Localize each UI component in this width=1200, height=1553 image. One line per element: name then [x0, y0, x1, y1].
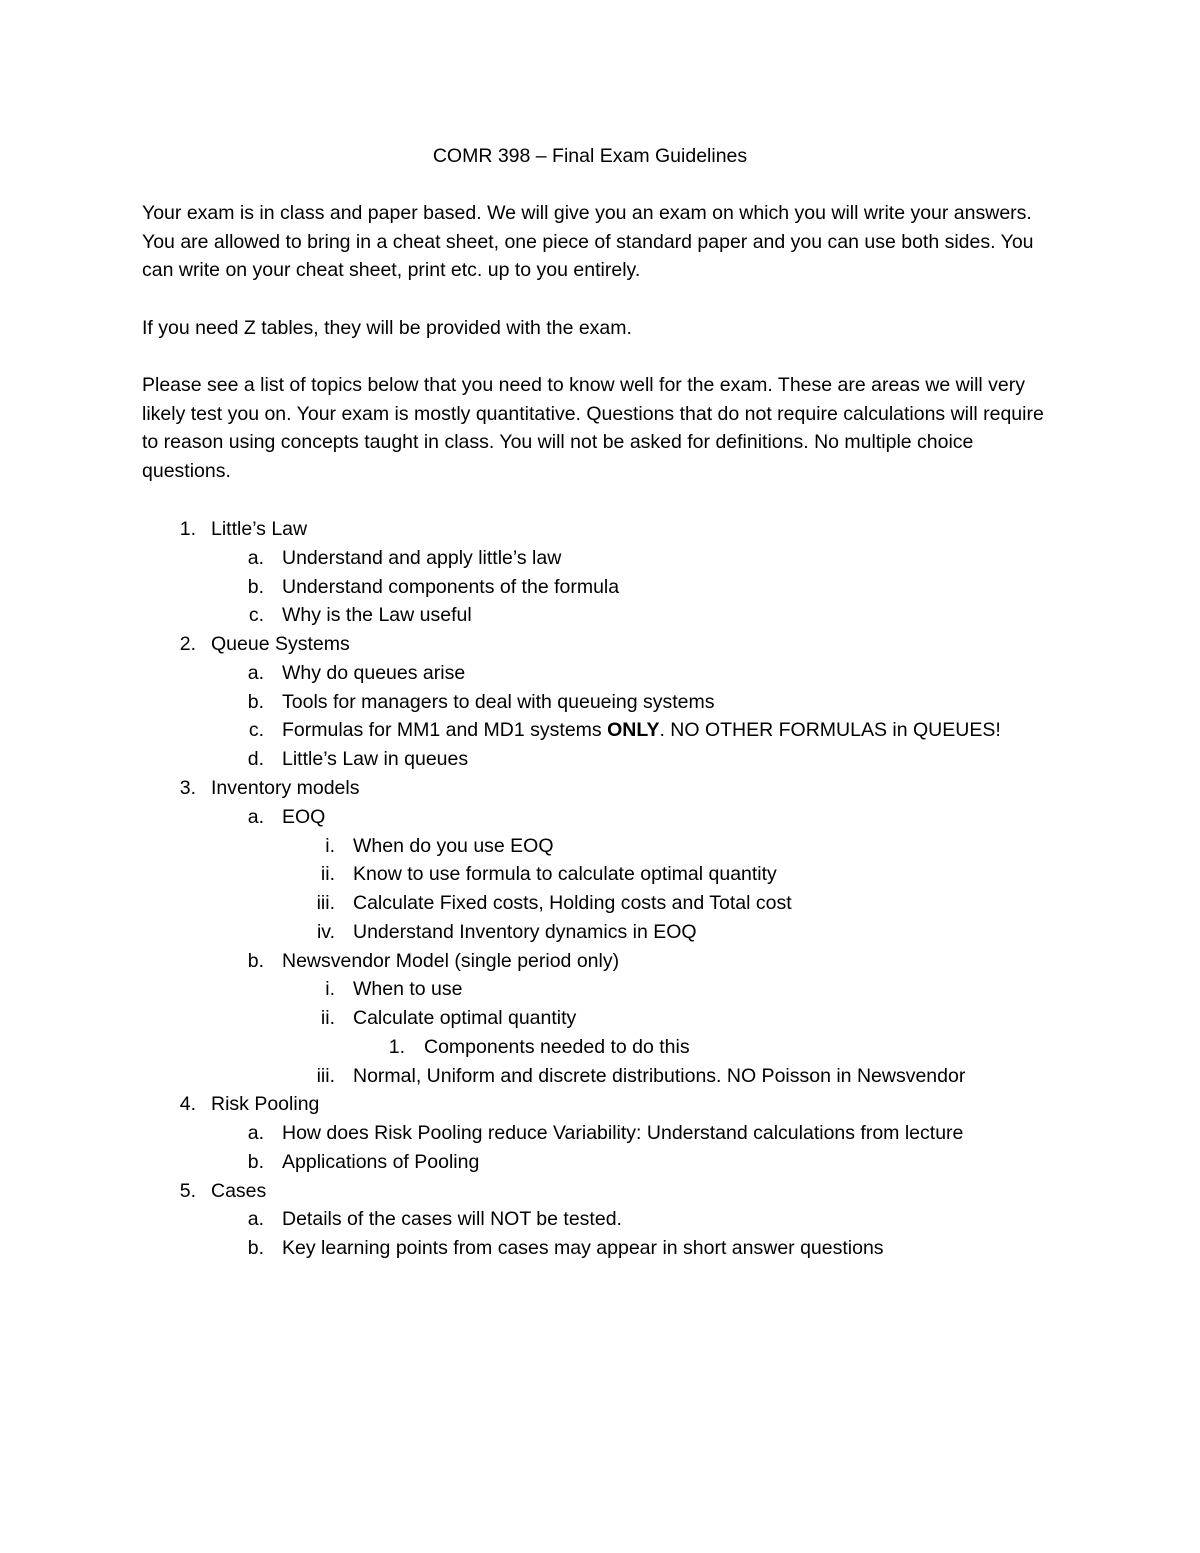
list-item-text: Key learning points from cases may appear in short answer questions — [282, 1237, 884, 1259]
list-item-text: How does Risk Pooling reduce Variability: Understand calculations from lecture — [282, 1122, 964, 1144]
list-marker: 4. — [179, 1093, 196, 1115]
list-item-text: Components needed to do this — [424, 1036, 690, 1058]
list-item-text — [282, 716, 1001, 745]
list-marker: ii. — [320, 1007, 335, 1029]
paragraph-exam-format — [142, 199, 1062, 285]
list-marker: 2. — [179, 633, 196, 655]
paragraph-text: Your exam is in class and paper based. We will give you an exam on which you will write your answers. You are allowed to bring in a cheat sheet, one piece of standard paper and you can use both sides. You can write on your cheat sheet, print etc. up to you entirely. — [142, 202, 1034, 282]
list-item-text: Calculate Fixed costs, Holding costs and Total cost — [353, 892, 792, 914]
list-marker: b. — [247, 691, 264, 713]
list-item-text: Know to use formula to calculate optimal quantity — [353, 863, 777, 885]
list-marker: i. — [325, 835, 335, 857]
list-item-text: Details of the cases will NOT be tested. — [282, 1208, 622, 1230]
list-item-text-part: Formulas for MM1 and MD1 systems — [282, 719, 608, 741]
list-item-text: Why is the Law useful — [282, 604, 472, 626]
list-item-text: Queue Systems — [211, 633, 350, 655]
list-marker: d. — [247, 748, 264, 770]
list-item-text: Understand Inventory dynamics in EOQ — [353, 921, 697, 943]
paragraph-text: Please see a list of topics below that you need to know well for the exam. These are areas we will very likely test you on. Your exam is mostly quantitative. Questions that do not require calculations will require to reason using concepts taught in class. You will not be asked for definitions. No multiple choice questions. — [142, 374, 1044, 483]
list-item-text: Applications of Pooling — [282, 1151, 480, 1173]
list-item-text: Normal, Uniform and discrete distributions. NO Poisson in Newsvendor — [353, 1065, 966, 1087]
list-item-text: Newsvendor Model (single period only) — [282, 950, 620, 972]
list-item-text: Understand and apply little’s law — [282, 547, 562, 569]
list-marker: 5. — [179, 1180, 196, 1202]
list-item-text: When to use — [353, 978, 463, 1000]
paragraph-z-tables — [142, 314, 1062, 343]
list-item-text: Little’s Law — [211, 518, 308, 540]
document-title: COMR 398 – Final Exam Guidelines — [432, 145, 748, 167]
list-item-text: Tools for managers to deal with queueing systems — [282, 691, 715, 713]
list-item-text: EOQ — [282, 806, 326, 828]
list-item-text: Calculate optimal quantity — [353, 1007, 577, 1029]
list-item-text: Risk Pooling — [211, 1093, 320, 1115]
emphasis-text: ONLY — [607, 719, 660, 741]
list-marker: 1. — [179, 518, 196, 540]
list-marker: iv. — [316, 921, 335, 943]
list-marker: i. — [325, 978, 335, 1000]
list-item-text: When do you use EOQ — [353, 835, 554, 857]
list-marker: c. — [248, 604, 264, 626]
list-marker: a. — [247, 662, 264, 684]
list-item-text: Understand components of the formula — [282, 576, 620, 598]
list-item-text-part: . NO OTHER FORMULAS in QUEUES! — [659, 719, 1001, 741]
list-marker: c. — [248, 719, 264, 741]
list-marker: b. — [247, 1151, 264, 1173]
list-marker: ii. — [320, 863, 335, 885]
list-marker: a. — [247, 547, 264, 569]
list-marker: b. — [247, 576, 264, 598]
list-marker: a. — [247, 1208, 264, 1230]
list-marker: iii. — [316, 1065, 335, 1087]
list-item-text: Why do queues arise — [282, 662, 466, 684]
paragraph-text: If you need Z tables, they will be provided with the exam. — [142, 317, 632, 339]
list-marker: 3. — [179, 777, 196, 799]
list-item-text: Inventory models — [211, 777, 360, 799]
list-item-text: Cases — [211, 1180, 267, 1202]
list-marker: 1. — [388, 1036, 405, 1058]
list-marker: b. — [247, 950, 264, 972]
list-item-text: Little’s Law in queues — [282, 748, 469, 770]
list-marker: iii. — [316, 892, 335, 914]
paragraph-topics-intro — [142, 371, 1062, 486]
list-marker: b. — [247, 1237, 264, 1259]
list-marker: a. — [247, 1122, 264, 1144]
list-marker: a. — [247, 806, 264, 828]
